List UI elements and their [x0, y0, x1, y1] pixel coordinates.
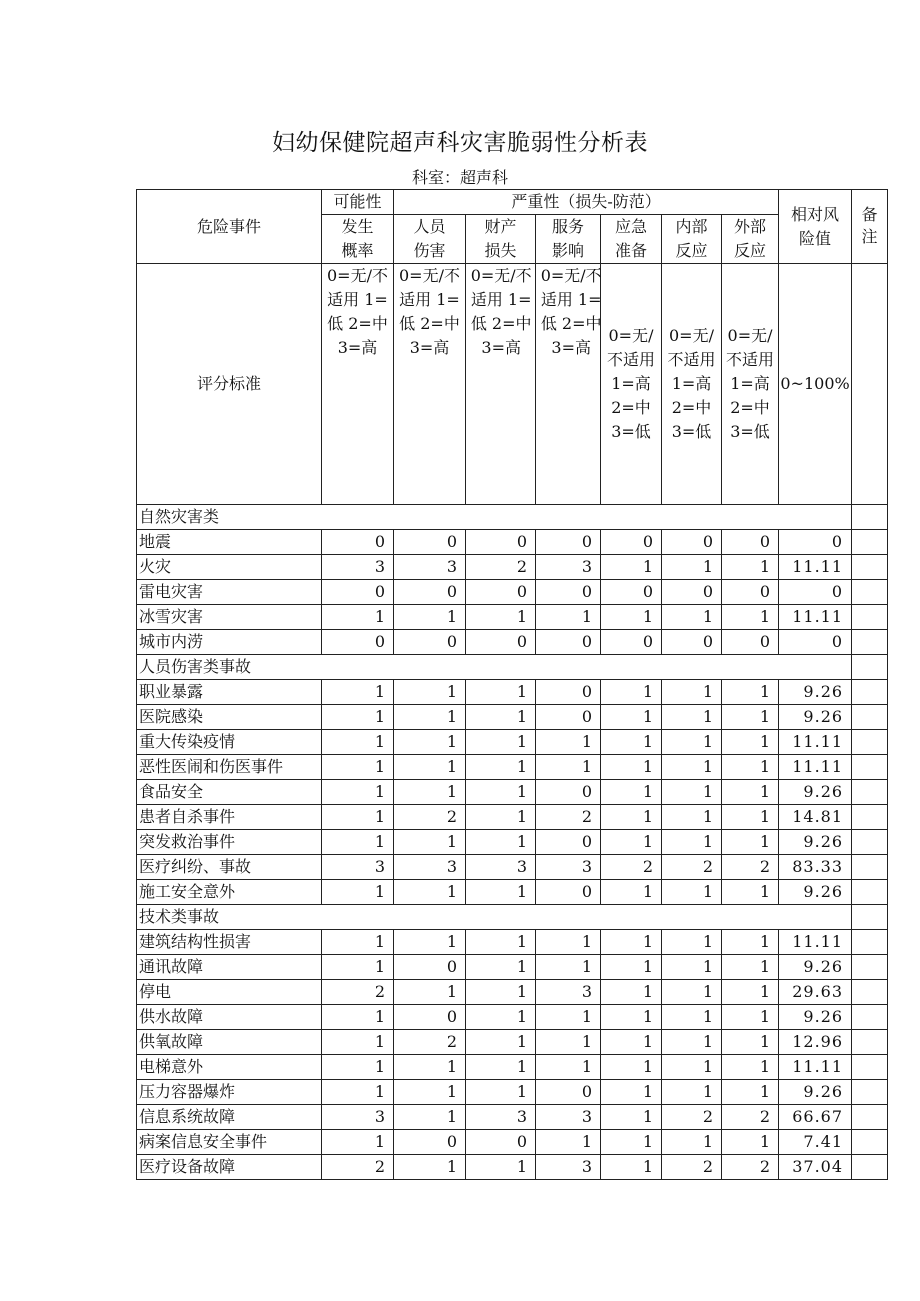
score-cell: 1	[601, 705, 662, 730]
table-row	[137, 1080, 888, 1105]
table-row	[137, 630, 888, 655]
score-cell: 1	[662, 680, 722, 705]
score-cell: 1	[536, 1005, 601, 1030]
criteria-label: 评分标准	[137, 264, 322, 505]
table-row	[137, 1155, 888, 1180]
risk-value: 7.41	[779, 1130, 852, 1155]
remarks-cell	[852, 780, 888, 805]
score-cell: 1	[662, 980, 722, 1005]
score-cell: 2	[394, 1030, 466, 1055]
event-name: 电梯意外	[137, 1055, 322, 1080]
score-cell: 1	[722, 780, 779, 805]
risk-value: 9.26	[779, 880, 852, 905]
event-name: 雷电灾害	[137, 580, 322, 605]
event-name: 供水故障	[137, 1005, 322, 1030]
remarks-cell	[852, 1130, 888, 1155]
score-cell: 1	[536, 955, 601, 980]
score-cell: 1	[601, 755, 662, 780]
hva-table	[136, 189, 888, 1180]
department-label: 科室：超声科	[411, 168, 508, 187]
score-cell: 1	[601, 1130, 662, 1155]
score-cell: 0	[394, 955, 466, 980]
score-cell: 1	[394, 980, 466, 1005]
score-cell: 1	[662, 1055, 722, 1080]
table-row	[137, 1030, 888, 1055]
score-cell: 1	[322, 680, 394, 705]
table-row	[137, 955, 888, 980]
event-name: 医疗纠纷、事故	[137, 855, 322, 880]
risk-value: 9.26	[779, 680, 852, 705]
score-cell: 3	[536, 1155, 601, 1180]
score-cell: 1	[466, 930, 536, 955]
remarks-cell	[852, 830, 888, 855]
score-cell: 3	[394, 855, 466, 880]
table-row	[137, 755, 888, 780]
score-cell: 0	[662, 530, 722, 555]
risk-value: 9.26	[779, 955, 852, 980]
score-cell: 1	[394, 780, 466, 805]
event-name: 信息系统故障	[137, 1105, 322, 1130]
criteria-remarks	[852, 264, 888, 505]
event-name: 医院感染	[137, 705, 322, 730]
score-cell: 0	[536, 580, 601, 605]
score-cell: 3	[322, 555, 394, 580]
subheader-5: 应急准备	[601, 215, 662, 264]
score-cell: 0	[536, 705, 601, 730]
risk-value: 11.11	[779, 1055, 852, 1080]
score-cell: 1	[322, 830, 394, 855]
score-cell: 1	[394, 1055, 466, 1080]
remarks-cell	[852, 955, 888, 980]
score-cell: 0	[466, 580, 536, 605]
remarks-cell	[852, 855, 888, 880]
score-cell: 0	[536, 1080, 601, 1105]
subheader-6: 内部反应	[662, 215, 722, 264]
remarks-cell	[852, 905, 888, 930]
score-cell: 0	[662, 630, 722, 655]
score-cell: 2	[722, 855, 779, 880]
score-cell: 1	[601, 730, 662, 755]
score-cell: 1	[601, 1080, 662, 1105]
event-name: 恶性医闹和伤医事件	[137, 755, 322, 780]
score-cell: 1	[394, 680, 466, 705]
risk-value: 9.26	[779, 1080, 852, 1105]
remarks-cell	[852, 880, 888, 905]
score-cell: 1	[722, 1080, 779, 1105]
score-cell: 1	[322, 1030, 394, 1055]
score-cell: 1	[662, 1030, 722, 1055]
table-row	[137, 1055, 888, 1080]
score-cell: 1	[322, 755, 394, 780]
score-cell: 0	[394, 530, 466, 555]
score-cell: 1	[662, 955, 722, 980]
score-cell: 1	[394, 755, 466, 780]
risk-value: 83.33	[779, 855, 852, 880]
score-cell: 1	[722, 1030, 779, 1055]
remarks-cell	[852, 1155, 888, 1180]
score-cell: 1	[536, 1030, 601, 1055]
event-name: 压力容器爆炸	[137, 1080, 322, 1105]
risk-value: 11.11	[779, 930, 852, 955]
score-cell: 1	[722, 755, 779, 780]
score-cell: 1	[536, 605, 601, 630]
criteria-col-7: 0=无/不适用 1=高 2=中 3=低	[722, 264, 779, 505]
table-row	[137, 730, 888, 755]
score-cell: 0	[536, 830, 601, 855]
score-cell: 0	[536, 680, 601, 705]
table-row	[137, 880, 888, 905]
score-cell: 1	[322, 1130, 394, 1155]
score-cell: 3	[394, 555, 466, 580]
event-name: 建筑结构性损害	[137, 930, 322, 955]
criteria-col-5: 0=无/不适用 1=高 2=中 3=低	[601, 264, 662, 505]
remarks-cell	[852, 580, 888, 605]
score-cell: 1	[466, 605, 536, 630]
score-cell: 1	[601, 830, 662, 855]
score-cell: 1	[722, 680, 779, 705]
score-cell: 2	[394, 805, 466, 830]
score-cell: 1	[722, 980, 779, 1005]
score-cell: 0	[466, 530, 536, 555]
score-cell: 1	[322, 780, 394, 805]
criteria-col-4: 0=无/不适用 1=低 2=中 3=高	[536, 264, 601, 505]
risk-value: 11.11	[779, 605, 852, 630]
score-cell: 1	[601, 780, 662, 805]
remarks-cell	[852, 730, 888, 755]
score-cell: 1	[601, 955, 662, 980]
score-cell: 1	[662, 555, 722, 580]
score-cell: 1	[722, 1130, 779, 1155]
score-cell: 0	[722, 530, 779, 555]
score-cell: 2	[536, 805, 601, 830]
subheader-2: 人员伤害	[394, 215, 466, 264]
score-cell: 2	[662, 855, 722, 880]
score-cell: 1	[466, 980, 536, 1005]
score-cell: 2	[662, 1105, 722, 1130]
score-cell: 1	[662, 930, 722, 955]
risk-value: 66.67	[779, 1105, 852, 1130]
score-cell: 1	[536, 930, 601, 955]
score-cell: 1	[394, 880, 466, 905]
score-cell: 1	[466, 1055, 536, 1080]
table-row	[137, 780, 888, 805]
event-name: 城市内涝	[137, 630, 322, 655]
score-cell: 1	[601, 680, 662, 705]
risk-value: 12.96	[779, 1030, 852, 1055]
event-name: 地震	[137, 530, 322, 555]
header-possibility: 可能性	[322, 190, 394, 215]
subheader-7: 外部反应	[722, 215, 779, 264]
score-cell: 0	[722, 580, 779, 605]
score-cell: 1	[536, 1055, 601, 1080]
score-cell: 1	[536, 1130, 601, 1155]
remarks-cell	[852, 1080, 888, 1105]
score-cell: 1	[662, 755, 722, 780]
remarks-cell	[852, 555, 888, 580]
score-cell: 1	[601, 880, 662, 905]
table-row	[137, 555, 888, 580]
score-cell: 1	[536, 755, 601, 780]
table-row	[137, 930, 888, 955]
score-cell: 2	[722, 1105, 779, 1130]
table-row	[137, 530, 888, 555]
score-cell: 3	[466, 855, 536, 880]
score-cell: 0	[536, 530, 601, 555]
score-cell: 0	[322, 580, 394, 605]
score-cell: 1	[722, 605, 779, 630]
score-cell: 1	[662, 1080, 722, 1105]
score-cell: 1	[662, 705, 722, 730]
score-cell: 2	[322, 1155, 394, 1180]
category-name: 自然灾害类	[137, 505, 852, 530]
score-cell: 0	[466, 1130, 536, 1155]
score-cell: 1	[394, 1105, 466, 1130]
table-row	[137, 680, 888, 705]
score-cell: 1	[322, 1055, 394, 1080]
score-cell: 1	[322, 955, 394, 980]
risk-value: 0	[779, 630, 852, 655]
score-cell: 1	[601, 1030, 662, 1055]
subheader-1: 发生概率	[322, 215, 394, 264]
score-cell: 0	[662, 580, 722, 605]
remarks-cell	[852, 1005, 888, 1030]
header-relative-risk: 相对风险值	[779, 190, 852, 264]
event-name: 食品安全	[137, 780, 322, 805]
score-cell: 1	[394, 605, 466, 630]
score-cell: 2	[722, 1155, 779, 1180]
score-cell: 3	[322, 855, 394, 880]
risk-value: 9.26	[779, 1005, 852, 1030]
criteria-col-2: 0=无/不适用 1=低 2=中 3=高	[394, 264, 466, 505]
header-severity: 严重性（损失-防范）	[394, 190, 779, 215]
event-name: 职业暴露	[137, 680, 322, 705]
score-cell: 1	[662, 830, 722, 855]
score-cell: 1	[662, 780, 722, 805]
score-cell: 1	[466, 680, 536, 705]
table-row	[137, 1005, 888, 1030]
table-row	[137, 605, 888, 630]
event-name: 患者自杀事件	[137, 805, 322, 830]
score-cell: 1	[466, 780, 536, 805]
risk-value: 9.26	[779, 830, 852, 855]
score-cell: 3	[322, 1105, 394, 1130]
score-cell: 1	[322, 730, 394, 755]
criteria-col-1: 0=无/不适用 1=低 2=中 3=高	[322, 264, 394, 505]
remarks-cell	[852, 630, 888, 655]
score-cell: 1	[662, 880, 722, 905]
remarks-cell	[852, 605, 888, 630]
score-cell: 0	[394, 630, 466, 655]
score-cell: 1	[722, 880, 779, 905]
score-cell: 1	[322, 805, 394, 830]
score-cell: 1	[601, 1155, 662, 1180]
score-cell: 0	[601, 580, 662, 605]
category-row	[137, 655, 888, 680]
score-cell: 1	[662, 805, 722, 830]
score-cell: 0	[536, 630, 601, 655]
table-row	[137, 980, 888, 1005]
score-cell: 1	[722, 705, 779, 730]
score-cell: 1	[722, 805, 779, 830]
score-cell: 1	[601, 930, 662, 955]
category-row	[137, 905, 888, 930]
event-name: 重大传染疫情	[137, 730, 322, 755]
score-cell: 1	[466, 1155, 536, 1180]
score-cell: 1	[536, 730, 601, 755]
score-cell: 2	[466, 555, 536, 580]
score-cell: 1	[394, 1080, 466, 1105]
risk-value: 0	[779, 530, 852, 555]
score-cell: 1	[601, 605, 662, 630]
score-cell: 1	[466, 955, 536, 980]
remarks-cell	[852, 655, 888, 680]
event-name: 医疗设备故障	[137, 1155, 322, 1180]
risk-value: 9.26	[779, 705, 852, 730]
score-cell: 1	[466, 1005, 536, 1030]
remarks-cell	[852, 930, 888, 955]
remarks-cell	[852, 705, 888, 730]
event-name: 冰雪灾害	[137, 605, 322, 630]
header-event: 危险事件	[137, 190, 322, 264]
criteria-risk: 0~100%	[779, 264, 852, 505]
event-name: 停电	[137, 980, 322, 1005]
score-cell: 1	[322, 930, 394, 955]
score-cell: 0	[322, 630, 394, 655]
remarks-cell	[852, 530, 888, 555]
score-cell: 0	[601, 630, 662, 655]
score-cell: 1	[601, 805, 662, 830]
score-cell: 1	[722, 1005, 779, 1030]
table-row	[137, 705, 888, 730]
score-cell: 2	[322, 980, 394, 1005]
score-cell: 3	[536, 855, 601, 880]
event-name: 供氧故障	[137, 1030, 322, 1055]
score-cell: 1	[322, 880, 394, 905]
risk-value: 9.26	[779, 780, 852, 805]
risk-value: 29.63	[779, 980, 852, 1005]
score-cell: 1	[601, 1055, 662, 1080]
table-row	[137, 855, 888, 880]
page-title: 妇幼保健院超声科灾害脆弱性分析表	[272, 130, 648, 156]
event-name: 火灾	[137, 555, 322, 580]
score-cell: 1	[394, 705, 466, 730]
risk-value: 14.81	[779, 805, 852, 830]
category-name: 人员伤害类事故	[137, 655, 852, 680]
subheader-4: 服务影响	[536, 215, 601, 264]
event-name: 突发救治事件	[137, 830, 322, 855]
header-remarks: 备注	[852, 190, 888, 264]
table-row	[137, 580, 888, 605]
score-cell: 1	[662, 605, 722, 630]
table-row	[137, 1130, 888, 1155]
score-cell: 0	[722, 630, 779, 655]
score-cell: 1	[601, 555, 662, 580]
category-name: 技术类事故	[137, 905, 852, 930]
score-cell: 1	[466, 880, 536, 905]
remarks-cell	[852, 680, 888, 705]
score-cell: 3	[536, 980, 601, 1005]
score-cell: 0	[394, 580, 466, 605]
score-cell: 1	[662, 1130, 722, 1155]
score-cell: 0	[601, 530, 662, 555]
score-cell: 1	[394, 1155, 466, 1180]
criteria-col-6: 0=无/不适用 1=高 2=中 3=低	[662, 264, 722, 505]
risk-value: 11.11	[779, 755, 852, 780]
remarks-cell	[852, 755, 888, 780]
remarks-cell	[852, 1105, 888, 1130]
remarks-cell	[852, 505, 888, 530]
score-cell: 1	[466, 805, 536, 830]
score-cell: 1	[466, 830, 536, 855]
score-cell: 1	[466, 730, 536, 755]
remarks-cell	[852, 805, 888, 830]
score-cell: 1	[722, 730, 779, 755]
score-cell: 1	[722, 930, 779, 955]
event-name: 通讯故障	[137, 955, 322, 980]
category-row	[137, 505, 888, 530]
score-cell: 0	[322, 530, 394, 555]
score-cell: 1	[322, 605, 394, 630]
risk-value: 11.11	[779, 555, 852, 580]
score-cell: 3	[536, 1105, 601, 1130]
event-name: 施工安全意外	[137, 880, 322, 905]
score-cell: 1	[601, 1105, 662, 1130]
score-cell: 0	[466, 630, 536, 655]
risk-value: 11.11	[779, 730, 852, 755]
score-cell: 3	[466, 1105, 536, 1130]
score-cell: 1	[722, 830, 779, 855]
score-cell: 1	[466, 705, 536, 730]
remarks-cell	[852, 1055, 888, 1080]
score-cell: 1	[322, 705, 394, 730]
score-cell: 1	[394, 930, 466, 955]
score-cell: 1	[722, 955, 779, 980]
criteria-col-3: 0=无/不适用 1=低 2=中 3=高	[466, 264, 536, 505]
score-cell: 2	[601, 855, 662, 880]
score-cell: 0	[536, 780, 601, 805]
remarks-cell	[852, 980, 888, 1005]
score-cell: 1	[722, 555, 779, 580]
score-cell: 1	[322, 1080, 394, 1105]
score-cell: 1	[466, 755, 536, 780]
score-cell: 1	[394, 730, 466, 755]
score-cell: 1	[601, 980, 662, 1005]
score-cell: 1	[466, 1030, 536, 1055]
remarks-cell	[852, 1030, 888, 1055]
score-cell: 0	[536, 880, 601, 905]
score-cell: 1	[662, 1005, 722, 1030]
score-cell: 1	[322, 1005, 394, 1030]
risk-value: 37.04	[779, 1155, 852, 1180]
risk-value: 0	[779, 580, 852, 605]
subheader-3: 财产损失	[466, 215, 536, 264]
score-cell: 1	[601, 1005, 662, 1030]
score-cell: 3	[536, 555, 601, 580]
table-row	[137, 830, 888, 855]
table-row	[137, 805, 888, 830]
event-name: 病案信息安全事件	[137, 1130, 322, 1155]
score-cell: 1	[394, 830, 466, 855]
score-cell: 1	[466, 1080, 536, 1105]
score-cell: 2	[662, 1155, 722, 1180]
score-cell: 0	[394, 1005, 466, 1030]
score-cell: 1	[662, 730, 722, 755]
score-cell: 1	[722, 1055, 779, 1080]
table-row	[137, 1105, 888, 1130]
score-cell: 0	[394, 1130, 466, 1155]
